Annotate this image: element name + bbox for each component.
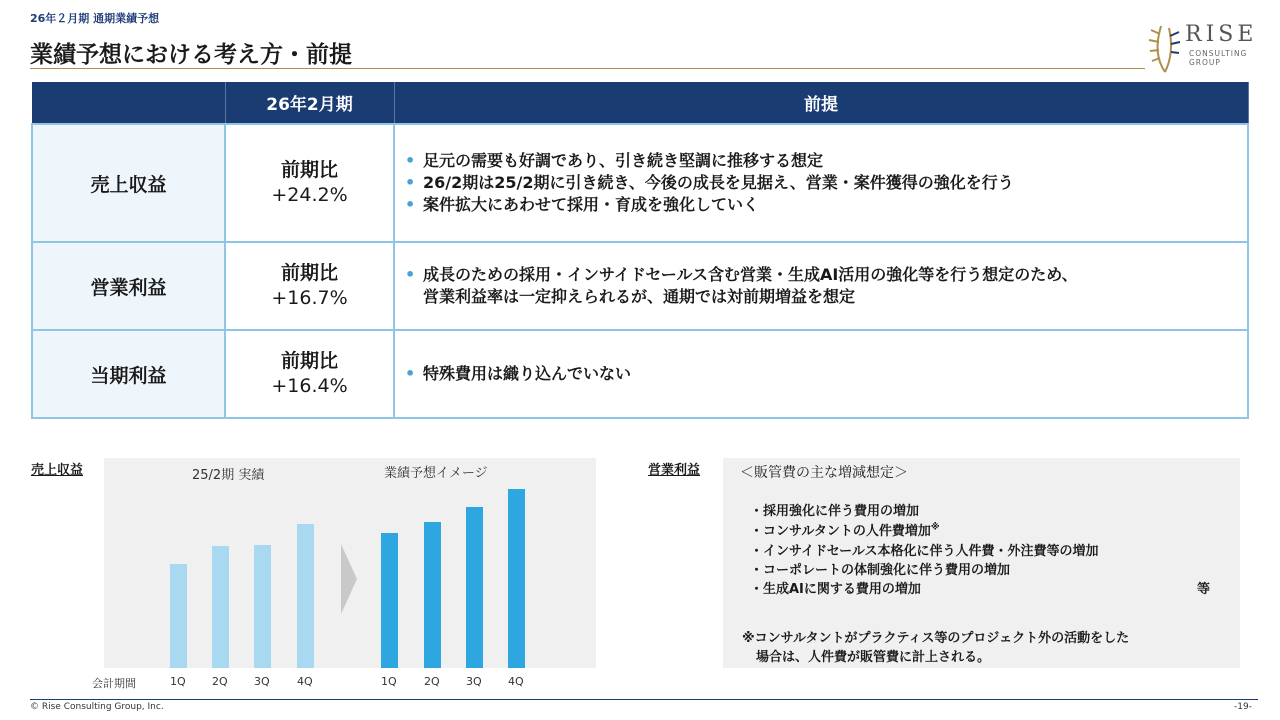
list-item: ・コンサルタントの人件費増加※ xyxy=(750,522,940,539)
chart-bar xyxy=(424,522,441,668)
list-item: ・生成AIに関する費用の増加 xyxy=(750,582,921,597)
table-header-blank xyxy=(32,82,225,124)
x-tick-label: 2Q xyxy=(424,675,440,688)
row-value: 前期比 +24.2% xyxy=(225,124,394,242)
row-value: 前期比 +16.4% xyxy=(225,330,394,418)
sga-title: ＜販管費の主な増減想定＞ xyxy=(740,465,908,481)
row-label: 売上収益 xyxy=(32,124,225,242)
forecast-premise-table xyxy=(31,82,1249,419)
row-label: 営業利益 xyxy=(32,242,225,330)
logo-subtitle: CONSULTING GROUP xyxy=(1189,49,1248,67)
list-item: • 足元の需要も好調であり、引き続き堅調に推移する想定 xyxy=(405,151,824,170)
title-divider xyxy=(30,68,1145,69)
page-title: 業績予想における考え方・前提 xyxy=(30,42,352,68)
table-header-period: 26年2月期 xyxy=(225,82,394,124)
x-tick-label: 4Q xyxy=(508,675,524,688)
table-header-premise: 前提 xyxy=(394,82,1248,124)
company-logo xyxy=(1145,18,1260,74)
logo-wordmark: RISE xyxy=(1185,22,1258,47)
row-value: 前期比 +16.7% xyxy=(225,242,394,330)
footnote-line: ※コンサルタントがプラクティス等のプロジェクト外の活動をした xyxy=(742,631,1130,646)
x-tick-label: 4Q xyxy=(297,675,313,688)
row-premise xyxy=(394,124,1248,242)
chart-left-title: 25/2期 実績 xyxy=(192,468,265,483)
x-tick-label: 1Q xyxy=(381,675,397,688)
copyright: © Rise Consulting Group, Inc. xyxy=(30,702,164,712)
row-label: 当期利益 xyxy=(32,330,225,418)
page-number: -19- xyxy=(1234,702,1252,712)
list-item: • 26/2期は25/2期に引き続き、今後の成長を見据え、営業・案件獲得の強化を行う xyxy=(405,173,1014,192)
axis-title: 会計期間 xyxy=(92,677,136,690)
chart-bar xyxy=(297,524,314,668)
x-tick-label: 3Q xyxy=(466,675,482,688)
chart-bar xyxy=(466,507,483,669)
table-row xyxy=(32,242,1248,330)
list-item: • 成長のための採用・インサイドセールス含む営業・生成AI活用の強化等を行う想定のため、 xyxy=(405,265,1078,284)
list-item: • 案件拡大にあわせて採用・育成を強化していく xyxy=(405,195,760,214)
chart-bar xyxy=(508,489,525,668)
x-tick-label: 2Q xyxy=(212,675,228,688)
table-row xyxy=(32,330,1248,418)
chart-bar xyxy=(170,564,187,669)
chart-right-title: 業績予想イメージ xyxy=(384,466,488,481)
laurel-logo-icon xyxy=(1147,20,1183,74)
sga-section-label: 営業利益 xyxy=(648,463,701,478)
list-item: • 特殊費用は織り込んでいない xyxy=(405,364,632,383)
x-tick-label: 3Q xyxy=(254,675,270,688)
row-premise xyxy=(394,330,1248,418)
chart-bar xyxy=(254,545,271,669)
revenue-section-label: 売上収益 xyxy=(31,463,84,478)
etc-label: 等 xyxy=(1197,582,1211,597)
footnote-line: 場合は、人件費が販管費に計上される。 xyxy=(756,650,991,665)
chart-bar xyxy=(381,533,398,668)
chart-bar xyxy=(212,546,229,668)
list-item: 営業利益率は一定抑えられるが、通期では対前期増益を想定 xyxy=(423,287,856,306)
breadcrumb: 26年２月期 通期業績予想 xyxy=(30,12,160,25)
forward-arrow-icon xyxy=(341,544,357,614)
x-tick-label: 1Q xyxy=(170,675,186,688)
list-item: ・採用強化に伴う費用の増加 xyxy=(750,504,920,519)
table-row xyxy=(32,124,1248,242)
row-premise xyxy=(394,242,1248,330)
list-item: ・コーポレートの体制強化に伴う費用の増加 xyxy=(750,563,1011,578)
list-item: ・インサイドセールス本格化に伴う人件費・外注費等の増加 xyxy=(750,544,1099,559)
footer-divider xyxy=(30,699,1258,700)
